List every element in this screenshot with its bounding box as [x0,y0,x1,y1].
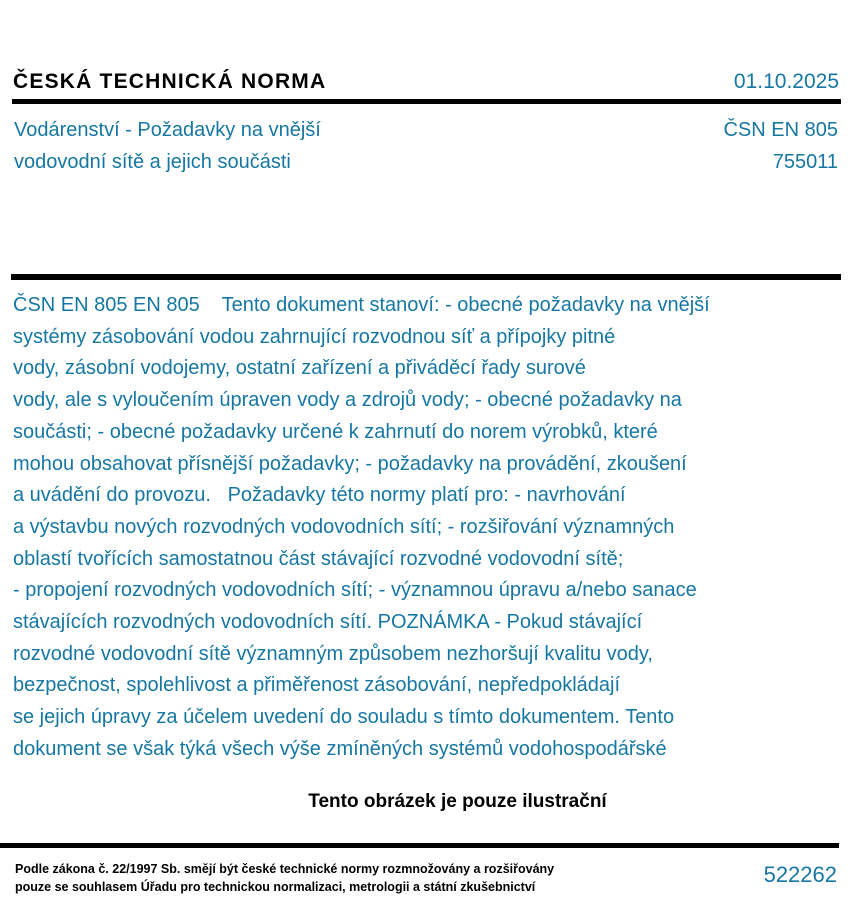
org-title: ČESKÁ TECHNICKÁ NORMA [13,70,327,93]
abstract-line: stávajících rozvodných vodovodních sítí. POZNÁMKA - Pokud stávající [13,611,643,634]
legal-notice-line1: Podle zákona č. 22/1997 Sb. smějí být české technické normy rozmnožovány a rozšiřovány [15,862,555,876]
abstract-line: dokument se však týká všech výše zmíněných systémů vodohospodářské [13,737,667,760]
abstract-line: systémy zásobování vodou zahrnující rozvodnou síť a přípojky pitné [13,325,616,348]
abstract-line: - propojení rozvodných vodovodních sítí; - významnou úpravu a/nebo sanace [13,579,697,602]
abstract-line: ČSN EN 805 EN 805 Tento dokument stanoví: - obecné požadavky na vnější [13,294,710,316]
abstract-line: a uvádění do provozu. Požadavky této normy platí pro: - navrhování [13,484,626,507]
standard-title-row [14,114,838,178]
illustration-note: Tento obrázek je pouze ilustrační [308,791,607,812]
abstract-line: bezpečnost, spolehlivost a přiměřenost zásobování, nepředpokládají [13,674,621,697]
abstract-line: vody, zásobní vodojemy, ostatní zařízení a přiváděcí řady surové [13,357,586,380]
standard-title-line1: Vodárenství - Požadavky na vnější [14,119,321,141]
standard-abstract [13,290,845,766]
standard-code: ČSN EN 805 [723,119,838,141]
order-number: 522262 [763,862,837,887]
legal-notice [15,860,554,896]
page-footer [15,860,837,896]
standard-title-line2: vodovodní sítě a jejich součásti [14,151,291,173]
abstract-line: oblastí tvořících samostatnou část stávající rozvodné vodovodní sítě; [13,547,624,570]
abstract-line: součásti; - obecné požadavky určené k zahrnutí do norem výrobků, které [13,420,658,443]
header-rule [12,99,841,104]
page-header [13,70,839,94]
abstract-line: se jejich úpravy za účelem uvedení do souladu s tímto dokumentem. Tento [13,706,675,729]
legal-notice-line2: pouze se souhlasem Úřadu pro technickou normalizaci, metrologii a státní zkušebnictví [15,880,536,894]
abstract-line: vody, ale s vyloučením úpraven vody a zdrojů vody; - obecné požadavky na [13,389,682,412]
footer-rule [0,843,839,848]
standard-codes [724,114,839,178]
abstract-rule [11,274,841,280]
abstract-line: mohou obsahovat přísnější požadavky; - požadavky na provádění, zkoušení [13,452,687,475]
abstract-line: a výstavbu nových rozvodných vodovodních sítí; - rozšiřování významných [13,515,675,538]
abstract-line: rozvodné vodovodní sítě významným způsobem nezhoršují kvalitu vody, [13,642,653,665]
issue-date: 01.10.2025 [733,70,839,93]
class-number: 755011 [772,151,838,173]
standard-title [14,114,321,178]
